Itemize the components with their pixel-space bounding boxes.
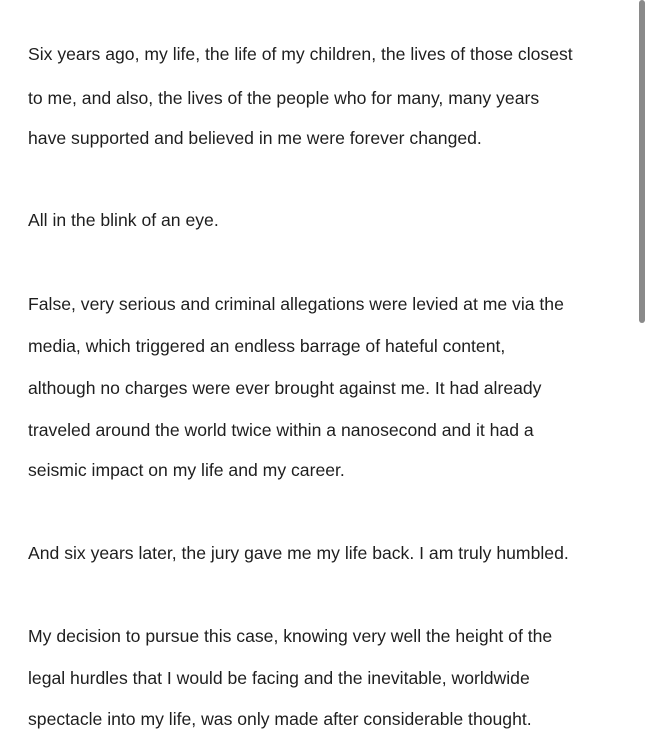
paragraph-2-line-1: All in the blink of an eye. — [28, 210, 219, 230]
paragraph-3-line-3: although no charges were ever brought against me. It had already — [28, 378, 542, 398]
paragraph-5-line-2: legal hurdles that I would be facing and the inevitable, worldwide — [28, 668, 530, 688]
paragraph-3-line-2: media, which triggered an endless barrage of hateful content, — [28, 336, 506, 356]
paragraph-5-line-3: spectacle into my life, was only made after considerable thought. — [28, 709, 532, 729]
paragraph-1-line-1: Six years ago, my life, the life of my children, the lives of those closest — [28, 44, 573, 64]
vertical-scrollbar[interactable] — [636, 0, 650, 751]
paragraph-5-line-1: My decision to pursue this case, knowing very well the height of the — [28, 626, 553, 646]
paragraph-3-line-5: seismic impact on my life and my career. — [28, 460, 345, 480]
scrollbar-thumb[interactable] — [639, 0, 645, 323]
paragraph-3-line-4: traveled around the world twice within a nanosecond and it had a — [28, 420, 534, 440]
paragraph-3-line-1: False, very serious and criminal allegations were levied at me via the — [28, 294, 564, 314]
paragraph-1-line-2: to me, and also, the lives of the people who for many, many years — [28, 88, 540, 108]
paragraph-1-line-3: have supported and believed in me were forever changed. — [28, 128, 482, 148]
paragraph-4-line-1: And six years later, the jury gave me my life back. I am truly humbled. — [28, 543, 569, 563]
